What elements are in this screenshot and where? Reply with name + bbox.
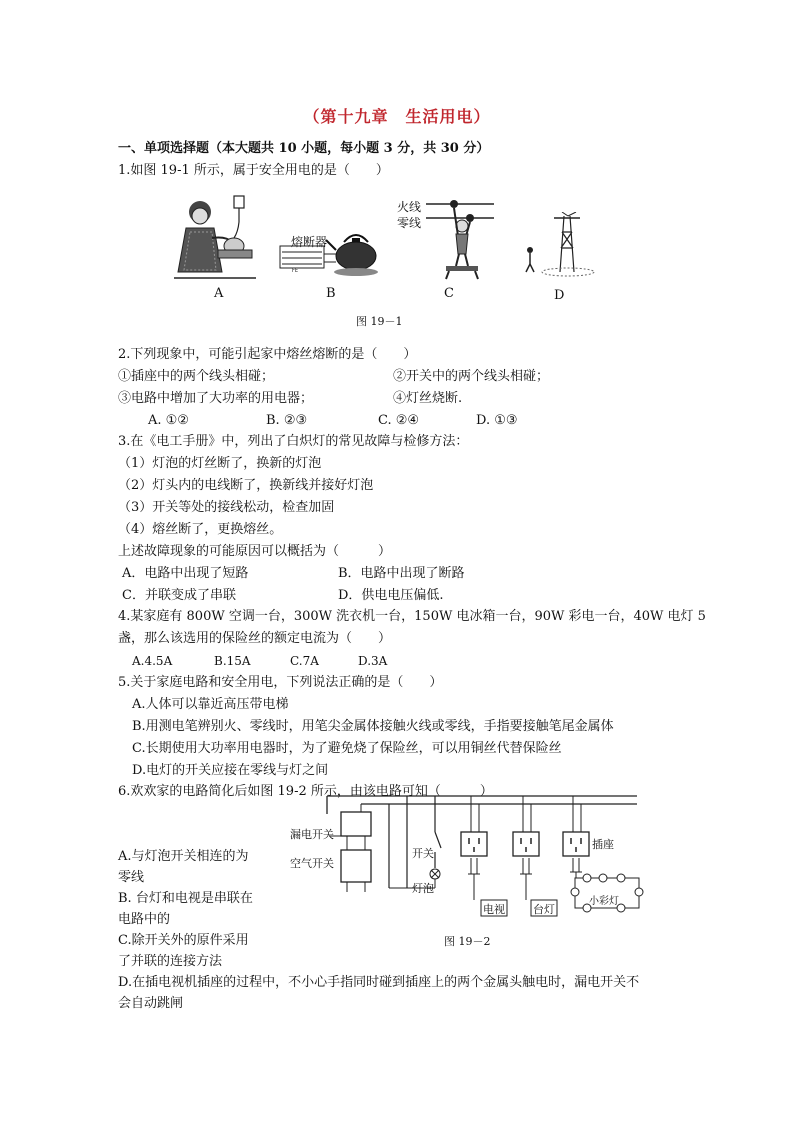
- q3-summary: 上述故障现象的可能原因可以概括为（ ）: [118, 544, 392, 559]
- q5-option-b: B.用测电笔辨别火、零线时，用笔尖金属体接触火线或零线，手指要接触笔尾金属体: [132, 719, 614, 734]
- chapter-title: （第十九章 生活用电）: [303, 107, 491, 126]
- q1-figure-b: [278, 220, 382, 282]
- fig-19-1-caption: 图 19－1: [356, 315, 403, 328]
- switch-label: 开关: [412, 847, 434, 860]
- fig-a-label: A: [214, 286, 224, 301]
- neutral-wire-label: 零线: [397, 216, 422, 230]
- fuse-label: 熔断器: [291, 235, 328, 249]
- fig-19-2-caption: 图 19－2: [444, 935, 491, 948]
- socket-tv: [461, 832, 487, 856]
- q6-option-a-line1: A.与灯泡开关相连的为: [118, 849, 249, 864]
- fig-19-2-circuit: [285, 792, 655, 952]
- air-switch-label: 空气开关: [290, 857, 334, 870]
- q2-item-1: ①插座中的两个线头相碰；: [118, 369, 275, 384]
- fig-b-label: B: [326, 286, 336, 301]
- q5-option-a: A.人体可以靠近高压带电梯: [132, 697, 289, 712]
- air-switch-box: [341, 850, 371, 882]
- leakage-switch-label: 漏电开关: [290, 828, 334, 841]
- q2-option-a: A. ①②: [148, 413, 189, 428]
- q4-line-2: 盏，那么该选用的保险丝的额定电流为（ ）: [118, 631, 392, 646]
- q6-option-d-line2: 会自动跳闸: [118, 996, 184, 1011]
- socket-label: 插座: [592, 838, 614, 851]
- q6-stem: 6.欢欢家的电路简化后如图 19-2 所示，由该电路可知（ ）: [118, 784, 493, 799]
- socket-lamp: [513, 832, 539, 856]
- q4-option-a: A.4.5A: [132, 654, 173, 668]
- q4-line-1: 4.某家庭有 800W 空调一台，300W 洗衣机一台，150W 电冰箱一台，90W 彩电一台，40W 电灯 5: [118, 609, 706, 624]
- q6-option-a-line2: 零线: [118, 870, 145, 885]
- q2-option-c: C. ②④: [378, 413, 420, 428]
- q2-item-4: ④灯丝烧断.: [393, 391, 463, 406]
- q6-option-d-line1: D.在插电视机插座的过程中，不小心手指同时碰到插座上的两个金属头触电时，漏电开关不: [118, 975, 640, 990]
- q5-option-c: C.长期使用大功率用电器时，为了避免烧了保险丝，可以用铜丝代替保险丝: [132, 741, 562, 756]
- q3-item-2: （2）灯头内的电线断了，换新线并接好灯泡: [118, 478, 374, 493]
- fig-d-label: D: [554, 288, 565, 303]
- q4-option-b: B.15A: [214, 654, 251, 668]
- q1-figure-d: [520, 212, 596, 278]
- q4-option-d: D.3A: [358, 654, 388, 668]
- tv-label: 电视: [483, 903, 505, 916]
- q3-item-3: （3）开关等处的接线松动，检查加固: [118, 500, 335, 515]
- fig-c-label: C: [444, 286, 454, 301]
- q3-option-a: A．电路中出现了短路: [122, 566, 249, 581]
- q3-option-b: B．电路中出现了断路: [338, 566, 465, 581]
- q2-item-2: ②开关中的两个线头相碰；: [393, 369, 550, 384]
- q3-item-4: （4）熔丝断了，更换熔丝。: [118, 522, 283, 537]
- q6-option-c-line2: 了并联的连接方法: [118, 954, 223, 969]
- q2-option-d: D. ①③: [476, 413, 518, 428]
- q5-option-d: D.电灯的开关应接在零线与灯之间: [132, 763, 329, 778]
- q1-stem: 1.如图 19-1 所示，属于安全用电的是（ ）: [118, 163, 389, 178]
- q6-option-b-line2: 电路中的: [118, 912, 171, 927]
- svg-text:FE: FE: [292, 268, 299, 274]
- lamp-label: 台灯: [533, 903, 555, 916]
- socket-lights: [563, 832, 589, 856]
- fire-wire-label: 火线: [397, 200, 422, 214]
- q1-figure-a: [168, 192, 260, 284]
- leakage-switch-box: [341, 812, 371, 836]
- q5-stem: 5.关于家庭电路和安全用电，下列说法正确的是（ ）: [118, 675, 443, 690]
- q2-stem: 2.下列现象中，可能引起家中熔丝熔断的是（ ）: [118, 347, 417, 362]
- q3-item-1: （1）灯泡的灯丝断了，换新的灯泡: [118, 456, 322, 471]
- section-heading: 一、单项选择题（本大题共 10 小题，每小题 3 分，共 30 分）: [118, 141, 490, 156]
- q3-stem: 3.在《电工手册》中，列出了白炽灯的常见故障与检修方法：: [118, 434, 469, 449]
- bulb-label: 灯泡: [412, 882, 434, 895]
- q1-figure-c: [426, 200, 496, 280]
- small-lights-label: 小彩灯: [589, 896, 619, 907]
- q4-option-c: C.7A: [290, 654, 319, 668]
- q2-item-3: ③电路中增加了大功率的用电器；: [118, 391, 314, 406]
- q3-option-c: C．并联变成了串联: [122, 588, 236, 603]
- q3-option-d: D．供电电压偏低.: [338, 588, 444, 603]
- q2-option-b: B. ②③: [266, 413, 308, 428]
- q6-option-c-line1: C.除开关外的原件采用: [118, 933, 249, 948]
- q6-option-b-line1: B. 台灯和电视是串联在: [118, 891, 253, 906]
